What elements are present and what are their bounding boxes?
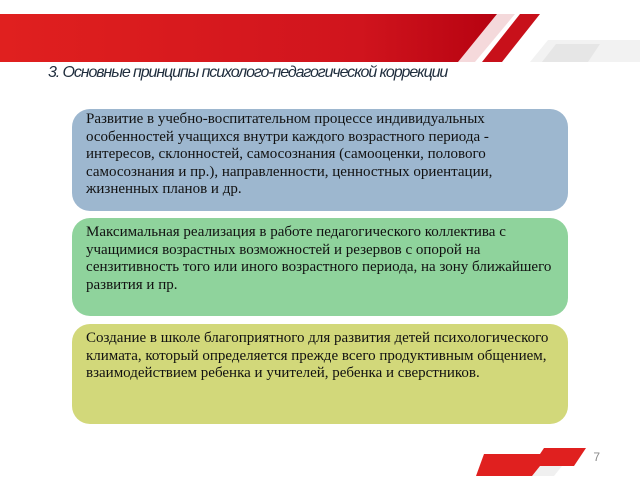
- bottom-decoration: [470, 444, 640, 480]
- bottom-shapes: [470, 444, 640, 480]
- page-number: 7: [593, 450, 600, 464]
- principle-card-2: [72, 218, 568, 316]
- banner-red-band: [0, 14, 515, 62]
- principle-card-1: [72, 109, 568, 211]
- slide-title: 3. Основные принципы психолого-педагогической коррекции: [48, 64, 448, 81]
- principle-card-1-text: Развитие в учебно-воспитательном процессе индивидуальных особенностей учащихся внутри каждого возрастного периода - интересов, склонностей, самосознания (самооценки, полового самосознания и пр.), направленности, ценностных ориентации, жизненных планов и др.: [86, 111, 493, 197]
- principle-card-3-text: Создание в школе благоприятного для развития детей психологического климата, который определяется прежде всего продуктивным общением, взаимодействием ребенка и учителей, ребенка и сверстников.: [86, 330, 549, 381]
- bottom-red-block-small: [532, 448, 586, 466]
- top-banner-decoration: [0, 0, 640, 62]
- principle-card-3: [72, 324, 568, 424]
- principle-card-2-text: Максимальная реализация в работе педагогического коллектива с учащимися возрастных возможностей и резервов с опорой на сензитивность того или иного возрастного периода, на зону ближайшего развития и пр.: [86, 224, 552, 293]
- banner-shapes: [0, 0, 640, 62]
